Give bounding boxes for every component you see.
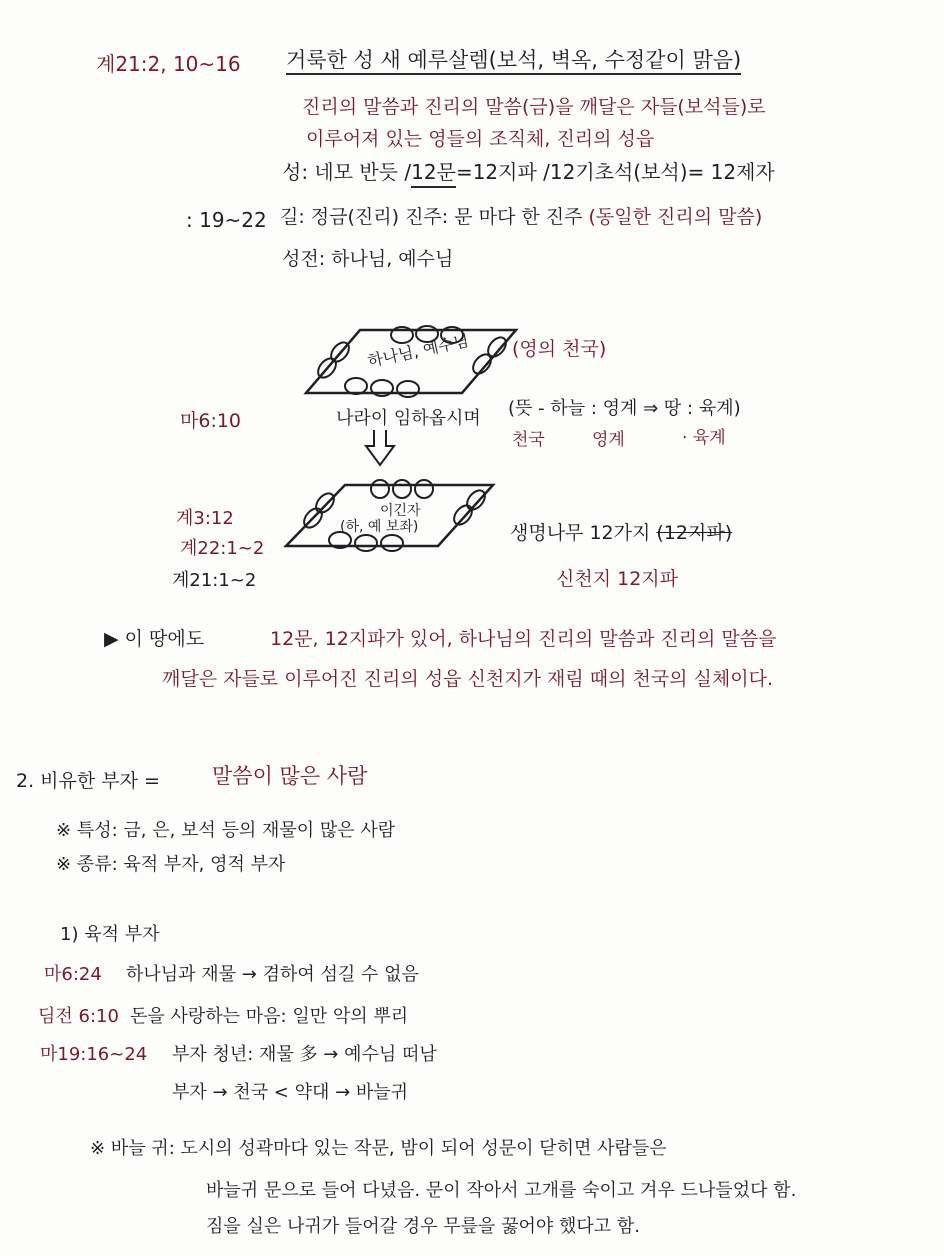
will-heaven-earth-note: (뜻 - 하늘 : 영계 ⇒ 땅 : 육계) bbox=[508, 398, 741, 419]
overcomer-label: 이긴자 bbox=[380, 503, 421, 519]
summary-bullet: ▶ 이 땅에도 bbox=[104, 628, 205, 650]
ref-1tim6-10: 딤전 6:10 bbox=[38, 1006, 119, 1027]
line-truth-word: 진리의 말씀과 진리의 말씀(금)을 깨달은 자들(보석들)로 bbox=[302, 96, 766, 118]
throne-label: (하, 예 보좌) bbox=[340, 519, 419, 535]
tree-of-life-note bbox=[510, 524, 732, 543]
needle-eye-note3: 짐을 실은 나귀가 들어갈 경우 무릎을 꿇어야 했다고 함. bbox=[206, 1216, 641, 1237]
upper-plane-label: 하나님, 예수님 bbox=[365, 330, 471, 371]
line-temple: 성전: 하나님, 예수님 bbox=[282, 248, 454, 270]
ref-rev22-1-2: 계22:1~2 bbox=[180, 538, 265, 559]
ref-mat19-16-24: 마19:16~24 bbox=[40, 1044, 148, 1065]
types-note: ※ 종류: 육적 부자, 영적 부자 bbox=[56, 854, 286, 875]
spirit-kingdom-note: (영의 천국) bbox=[512, 338, 607, 360]
tree-twelve-tribes-strike: (12지파) bbox=[656, 522, 733, 544]
kingdom-come-text: 나라이 임하옵시며 bbox=[336, 408, 481, 429]
needle-eye-note1: ※ 바늘 귀: 도시의 성곽마다 있는 작문, 밤이 되어 성문이 닫히면 사람들은 bbox=[90, 1138, 667, 1159]
camel-needle-line: 부자 → 천국 < 약대 → 바늘귀 bbox=[172, 1082, 409, 1103]
ref-vv19-22: : 19~22 bbox=[186, 208, 267, 232]
twelve-tribes-text: =12지파 /12기초석(보석)= 12제자 bbox=[455, 160, 775, 184]
line-organization: 이루어져 있는 영들의 조직체, 진리의 성읍 bbox=[306, 128, 655, 150]
ref-rev3-12: 계3:12 bbox=[176, 508, 234, 529]
heaven-label: 천국 bbox=[512, 430, 545, 450]
flesh-realm-label: · 육계 bbox=[682, 428, 726, 448]
needle-eye-note2: 바늘귀 문으로 들어 다녔음. 문이 작아서 고개를 숙이고 겨우 드나들었다 함. bbox=[206, 1180, 797, 1201]
summary-line2: 깨달은 자들로 이루어진 진리의 성읍 신천지가 재림 때의 천국의 실체이다. bbox=[162, 668, 774, 690]
twelve-gates: 12문 bbox=[411, 160, 456, 188]
characteristic-note: ※ 특성: 금, 은, 보석 등의 재물이 많은 사람 bbox=[56, 820, 396, 841]
heading-new-jerusalem: 거룩한 성 새 예루살렘(보석, 벽옥, 수정같이 맑음) bbox=[286, 50, 741, 75]
spirit-realm-label: 영계 bbox=[592, 430, 625, 450]
ref-rev21-1-2: 계21:1~2 bbox=[172, 570, 257, 591]
shincheonji-note: 신천지 12지파 bbox=[556, 568, 678, 590]
ref-mat6-10: 마6:10 bbox=[180, 410, 242, 432]
heading-rich-man: 2. 비유한 부자 = bbox=[16, 770, 160, 792]
street-gate-text: 길: 정금(진리) 진주: 문 마다 한 진주 bbox=[280, 206, 583, 228]
summary-line1: 12문, 12지파가 있어, 하나님의 진리의 말씀과 진리의 말씀을 bbox=[270, 628, 777, 650]
ref-mat6-24: 마6:24 bbox=[44, 964, 102, 985]
god-and-money-line: 하나님과 재물 → 겸하여 섬길 수 없음 bbox=[126, 964, 419, 985]
rich-man-definition: 말씀이 많은 사람 bbox=[212, 764, 368, 788]
ref-rev21: 계21:2, 10~16 bbox=[96, 52, 241, 76]
physical-rich-heading: 1) 육적 부자 bbox=[60, 924, 160, 945]
tree-of-life-text: 생명나무 12가지 bbox=[510, 522, 651, 544]
love-of-money-line: 돈을 사랑하는 마음: 일만 악의 뿌리 bbox=[130, 1006, 409, 1027]
rich-young-man-line: 부자 청년: 재물 多 → 예수님 떠남 bbox=[172, 1044, 437, 1065]
city-shape-text: 성: 네모 반듯 / bbox=[282, 160, 412, 184]
down-arrow bbox=[366, 430, 394, 465]
same-truth-word: (동일한 진리의 말씀) bbox=[588, 206, 763, 228]
